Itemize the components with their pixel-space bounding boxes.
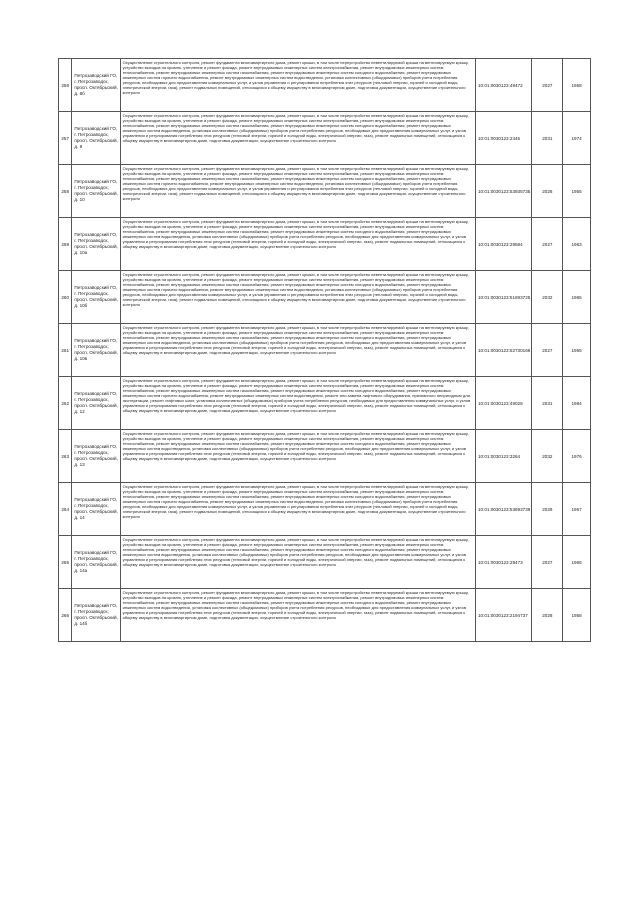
table-row (59, 377, 591, 430)
build-year-cell: 1966 (563, 536, 591, 589)
row-number: 256 (59, 59, 72, 112)
cadastral-number-cell: 10:01:0030123:2194737 (475, 589, 531, 642)
planned-year-cell: 2031 (532, 377, 563, 430)
address-cell: Петрозаводский ГО, г. Петрозаводск, просп. Октябрьский, д. 12 (72, 377, 120, 430)
works-cell: Осуществление строительного контроля, ремонт фундамента многоквартирного дома, ремонт крыши, в том числе переустройство невентилируемой крыши на вентилируемую крышу, устройство выходов на кровлю, утепление и ремонт фасада, ремонт внутридомовых инженерных систем электроснабжения, ремонт внутридомовых инженерных систем теплоснабжения, ремонт внутридомовых инженерных систем газоснабжения, ремонт внутридомовых инженерных систем холодного водоснабжения, ремонт внутридомовых инженерных систем водоотведения, установка коллективных (общедомовых) приборов учета потребления ресурсов, необходимых для предоставления коммунальных услуг, и узлов управления и регулирования потребления этих ресурсов (тепловой энергии, горячей и холодной воды, электрической энергии, газа), ремонт подвальных помещений, относящихся к общему имуществу в многоквартирном доме, подготовка документации, осуществление строительного контроля (120, 589, 475, 642)
cadastral-number-cell: 10:01:0030123:3264 (475, 430, 531, 483)
works-cell: Осуществление строительного контроля, ремонт фундамента многоквартирного дома, ремонт крыши, в том числе переустройство невентилируемой крыши на вентилируемую крышу, устройство выходов на кровлю, утепление и ремонт фасада, ремонт внутридомовых инженерных систем электроснабжения, ремонт внутридомовых инженерных систем теплоснабжения, ремонт внутридомовых инженерных систем газоснабжения, ремонт внутридомовых инженерных систем холодного водоснабжения, ремонт внутридомовых инженерных систем горячего водоснабжения, ремонт внутридомовых инженерных систем водоотведения, установка коллективных (общедомовых) приборов учета потребления ресурсов, необходимых для предоставления коммунальных услуг, и узлов управления и регулирования потребления этих ресурсов (тепловой энергии, горячей и холодной воды, электрической энергии, газа), ремонт подвальных помещений, относящихся к общему имуществу в многоквартирном доме, подготовка документации, осуществление строительного контроля (120, 483, 475, 536)
planned-year-cell: 2028 (532, 589, 563, 642)
build-year-cell: 1957 (563, 483, 591, 536)
cadastral-number-cell: 10:01:0030123:52730166 (475, 324, 531, 377)
table-row (59, 165, 591, 218)
row-number: 261 (59, 324, 72, 377)
table-row (59, 536, 591, 589)
build-year-cell: 1974 (563, 112, 591, 165)
row-number: 259 (59, 218, 72, 271)
works-cell: Осуществление строительного контроля, ремонт фундамента многоквартирного дома, ремонт крыши, в том числе переустройство невентилируемой крыши на вентилируемую крышу, устройство выходов на кровлю, утепление и ремонт фасада, ремонт внутридомовых инженерных систем электроснабжения, ремонт внутридомовых инженерных систем теплоснабжения, ремонт внутридомовых инженерных систем газоснабжения, ремонт внутридомовых инженерных систем холодного водоснабжения, ремонт внутридомовых инженерных систем горячего водоснабжения, ремонт внутридомовых инженерных систем водоотведения, ремонт или замена лифтового оборудования, признанного непригодным для эксплуатации, ремонт лифтовых шахт, установка коллективных (общедомовых) приборов учета потребления ресурсов, необходимых для предоставления коммунальных услуг, и узлов управления и регулирования потребления этих ресурсов (тепловой энергии, горячей и холодной воды, электрической энергии, газа), ремонт подвальных помещений, относящихся к общему имуществу в многоквартирном доме, подготовка документации, осуществление строительного контроля (120, 377, 475, 430)
row-number: 262 (59, 377, 72, 430)
works-cell: Осуществление строительного контроля, ремонт фундамента многоквартирного дома, ремонт крыши, в том числе переустройство невентилируемой крыши на вентилируемую крышу, устройство выходов на кровлю, утепление и ремонт фасада, ремонт внутридомовых инженерных систем электроснабжения, ремонт внутридомовых инженерных систем теплоснабжения, ремонт внутридомовых инженерных систем газоснабжения, ремонт внутридомовых инженерных систем холодного водоснабжения, ремонт внутридомовых инженерных систем водоотведения, установка коллективных (общедомовых) приборов учета потребления ресурсов, необходимых для предоставления коммунальных услуг, и узлов управления и регулирования потребления этих ресурсов (тепловой энергии, горячей и холодной воды, электрической энергии, газа), ремонт подвальных помещений, относящихся к общему имуществу в многоквартирном доме, подготовка документации, осуществление строительного контроля (120, 324, 475, 377)
address-cell: Петрозаводский ГО, г. Петрозаводск, просп. Октябрьский, д. 10б (72, 271, 120, 324)
planned-year-cell: 2032 (532, 430, 563, 483)
row-number: 266 (59, 589, 72, 642)
table-row (59, 59, 591, 112)
row-number: 257 (59, 112, 72, 165)
planned-year-cell: 2027 (532, 59, 563, 112)
build-year-cell: 1965 (563, 271, 591, 324)
row-number: 263 (59, 430, 72, 483)
address-cell: Петрозаводский ГО, г. Петрозаводск, просп. Октябрьский, д. 10а (72, 218, 120, 271)
build-year-cell: 1955 (563, 324, 591, 377)
address-cell: Петрозаводский ГО, г. Петрозаводск, просп. Октябрьский, д. 9 (72, 112, 120, 165)
works-cell: Осуществление строительного контроля, ремонт фундамента многоквартирного дома, ремонт крыши, в том числе переустройство невентилируемой крыши на вентилируемую крышу, устройство выходов на кровлю, утепление и ремонт фасада, ремонт внутридомовых инженерных систем электроснабжения, ремонт внутридомовых инженерных систем теплоснабжения, ремонт внутридомовых инженерных систем газоснабжения, ремонт внутридомовых инженерных систем холодного водоснабжения, ремонт внутридомовых инженерных систем водоотведения, установка коллективных (общедомовых) приборов учета потребления ресурсов, необходимых для предоставления коммунальных услуг, и узлов управления и регулирования потребления этих ресурсов (тепловой энергии, горячей и холодной воды, электрической энергии, газа), ремонт подвальных помещений, относящихся к общему имуществу в многоквартирном доме, подготовка документации, осуществление строительного контроля (120, 218, 475, 271)
works-cell: Осуществление строительного контроля, ремонт фундамента многоквартирного дома, ремонт крыши, в том числе переустройство невентилируемой крыши на вентилируемую крышу, устройство выходов на кровлю, утепление и ремонт фасада, ремонт внутридомовых инженерных систем электроснабжения, ремонт внутридомовых инженерных систем теплоснабжения, ремонт внутридомовых инженерных систем газоснабжения, ремонт внутридомовых инженерных систем холодного водоснабжения, ремонт внутридомовых инженерных систем водоотведения, установка коллективных (общедомовых) приборов учета потребления ресурсов, необходимых для предоставления коммунальных услуг, и узлов управления и регулирования потребления этих ресурсов (тепловой энергии, горячей и холодной воды, электрической энергии, газа), ремонт подвальных помещений, относящихся к общему имуществу в многоквартирном доме, подготовка документации, осуществление строительного контроля (120, 536, 475, 589)
table-row (59, 430, 591, 483)
address-cell: Петрозаводский ГО, г. Петрозаводск, просп. Октябрьский, д. 13 (72, 430, 120, 483)
planned-year-cell: 2027 (532, 218, 563, 271)
table-row (59, 324, 591, 377)
table-row (59, 271, 591, 324)
row-number: 260 (59, 271, 72, 324)
cadastral-number-cell: 10:01:0030123:51693725 (475, 271, 531, 324)
build-year-cell: 1955 (563, 165, 591, 218)
address-cell: Петрозаводский ГО, г. Петрозаводск, просп. Октябрьский, д. 14 (72, 483, 120, 536)
cadastral-number-cell: 10:01:0030123:53935735 (475, 165, 531, 218)
address-cell: Петрозаводский ГО, г. Петрозаводск, просп. Октябрьский, д. 14б (72, 589, 120, 642)
build-year-cell: 1984 (563, 377, 591, 430)
build-year-cell: 1958 (563, 59, 591, 112)
cadastral-number-cell: 10:01:0030123:49472 (475, 59, 531, 112)
cadastral-number-cell: 10:01:0030123:29473 (475, 536, 531, 589)
build-year-cell: 1976 (563, 430, 591, 483)
works-cell: Осуществление строительного контроля, ремонт фундамента многоквартирного дома, ремонт крыши, в том числе переустройство невентилируемой крыши на вентилируемую крышу, устройство выходов на кровлю, утепление и ремонт фасада, ремонт внутридомовых инженерных систем электроснабжения, ремонт внутридомовых инженерных систем теплоснабжения, ремонт внутридомовых инженерных систем газоснабжения, ремонт внутридомовых инженерных систем холодного водоснабжения, ремонт внутридомовых инженерных систем водоотведения, установка коллективных (общедомовых) приборов учета потребления ресурсов, необходимых для предоставления коммунальных услуг, и узлов управления и регулирования потребления этих ресурсов (тепловой энергии, горячей и холодной воды, электрической энергии, газа), ремонт подвальных помещений, относящихся к общему имуществу в многоквартирном доме, подготовка документации, осуществление строительного контроля (120, 112, 475, 165)
table-row (59, 589, 591, 642)
cadastral-number-cell: 10:01:0030123:29584 (475, 218, 531, 271)
planned-year-cell: 2026 (532, 483, 563, 536)
cadastral-number-cell: 10:01:0030123:53693739 (475, 483, 531, 536)
address-cell: Петрозаводский ГО, г. Петрозаводск, просп. Октябрьский, д. 8б (72, 59, 120, 112)
works-cell: Осуществление строительного контроля, ремонт фундамента многоквартирного дома, ремонт крыши, в том числе переустройство невентилируемой крыши на вентилируемую крышу, устройство выходов на кровлю, утепление и ремонт фасада, ремонт внутридомовых инженерных систем электроснабжения, ремонт внутридомовых инженерных систем теплоснабжения, ремонт внутридомовых инженерных систем газоснабжения, ремонт внутридомовых инженерных систем холодного водоснабжения, ремонт внутридомовых инженерных систем горячего водоснабжения, ремонт внутридомовых инженерных систем водоотведения, установка коллективных (общедомовых) приборов учета потребления ресурсов, необходимых для предоставления коммунальных услуг, и узлов управления и регулирования потребления этих ресурсов (тепловой энергии, горячей и холодной воды, электрической энергии, газа), ремонт подвальных помещений, относящихся к общему имуществу в многоквартирном доме, подготовка документации, осуществление строительного контроля (120, 271, 475, 324)
address-cell: Петрозаводский ГО, г. Петрозаводск, просп. Октябрьский, д. 10в (72, 324, 120, 377)
row-number: 264 (59, 483, 72, 536)
table-body (59, 59, 591, 642)
table-row (59, 218, 591, 271)
planned-year-cell: 2027 (532, 324, 563, 377)
housing-repair-table (58, 58, 591, 642)
works-cell: Осуществление строительного контроля, ремонт фундамента многоквартирного дома, ремонт крыши, в том числе переустройство невентилируемой крыши на вентилируемую крышу, устройство выходов на кровлю, утепление и ремонт фасада, ремонт внутридомовых инженерных систем электроснабжения, ремонт внутридомовых инженерных систем теплоснабжения, ремонт внутридомовых инженерных систем газоснабжения, ремонт внутридомовых инженерных систем холодного водоснабжения, ремонт внутридомовых инженерных систем горячего водоснабжения, ремонт внутридомовых инженерных систем водоотведения, установка коллективных (общедомовых) приборов учета потребления ресурсов, необходимых для предоставления коммунальных услуг, и узлов управления и регулирования потребления этих ресурсов (тепловой энергии, горячей и холодной воды, электрической энергии, газа), ремонт подвальных помещений, относящихся к общему имуществу в многоквартирном доме, подготовка документации, осуществление строительного контроля (120, 59, 475, 112)
table-row (59, 112, 591, 165)
cadastral-number-cell: 10:01:0030123:2445 (475, 112, 531, 165)
cadastral-number-cell: 10:01:0030123:49029 (475, 377, 531, 430)
planned-year-cell: 2026 (532, 165, 563, 218)
address-cell: Петрозаводский ГО, г. Петрозаводск, просп. Октябрьский, д. 10 (72, 165, 120, 218)
works-cell: Осуществление строительного контроля, ремонт фундамента многоквартирного дома, ремонт крыши, в том числе переустройство невентилируемой крыши на вентилируемую крышу, устройство выходов на кровлю, утепление и ремонт фасада, ремонт внутридомовых инженерных систем электроснабжения, ремонт внутридомовых инженерных систем теплоснабжения, ремонт внутридомовых инженерных систем газоснабжения, ремонт внутридомовых инженерных систем холодного водоснабжения, ремонт внутридомовых инженерных систем горячего водоснабжения, ремонт внутридомовых инженерных систем водоотведения, установка коллективных (общедомовых) приборов учета потребления ресурсов, необходимых для предоставления коммунальных услуг, и узлов управления и регулирования потребления этих ресурсов (тепловой энергии, горячей и холодной воды, электрической энергии, газа), ремонт подвальных помещений, относящихся к общему имуществу в многоквартирном доме, подготовка документации, осуществление строительного контроля (120, 165, 475, 218)
address-cell: Петрозаводский ГО, г. Петрозаводск, просп. Октябрьский, д. 14а (72, 536, 120, 589)
build-year-cell: 1963 (563, 218, 591, 271)
build-year-cell: 1958 (563, 589, 591, 642)
row-number: 258 (59, 165, 72, 218)
planned-year-cell: 2031 (532, 112, 563, 165)
planned-year-cell: 2032 (532, 271, 563, 324)
table-row (59, 483, 591, 536)
row-number: 265 (59, 536, 72, 589)
planned-year-cell: 2027 (532, 536, 563, 589)
works-cell: Осуществление строительного контроля, ремонт фундамента многоквартирного дома, ремонт крыши, в том числе переустройство невентилируемой крыши на вентилируемую крышу, устройство выходов на кровлю, утепление и ремонт фасада, ремонт внутридомовых инженерных систем электроснабжения, ремонт внутридомовых инженерных систем теплоснабжения, ремонт внутридомовых инженерных систем газоснабжения, ремонт внутридомовых инженерных систем холодного водоснабжения, ремонт внутридомовых инженерных систем водоотведения, установка коллективных (общедомовых) приборов учета потребления ресурсов, необходимых для предоставления коммунальных услуг, и узлов управления и регулирования потребления этих ресурсов (тепловой энергии, горячей и холодной воды, электрической энергии, газа), ремонт подвальных помещений, относящихся к общему имуществу в многоквартирном доме, подготовка документации, осуществление строительного контроля (120, 430, 475, 483)
